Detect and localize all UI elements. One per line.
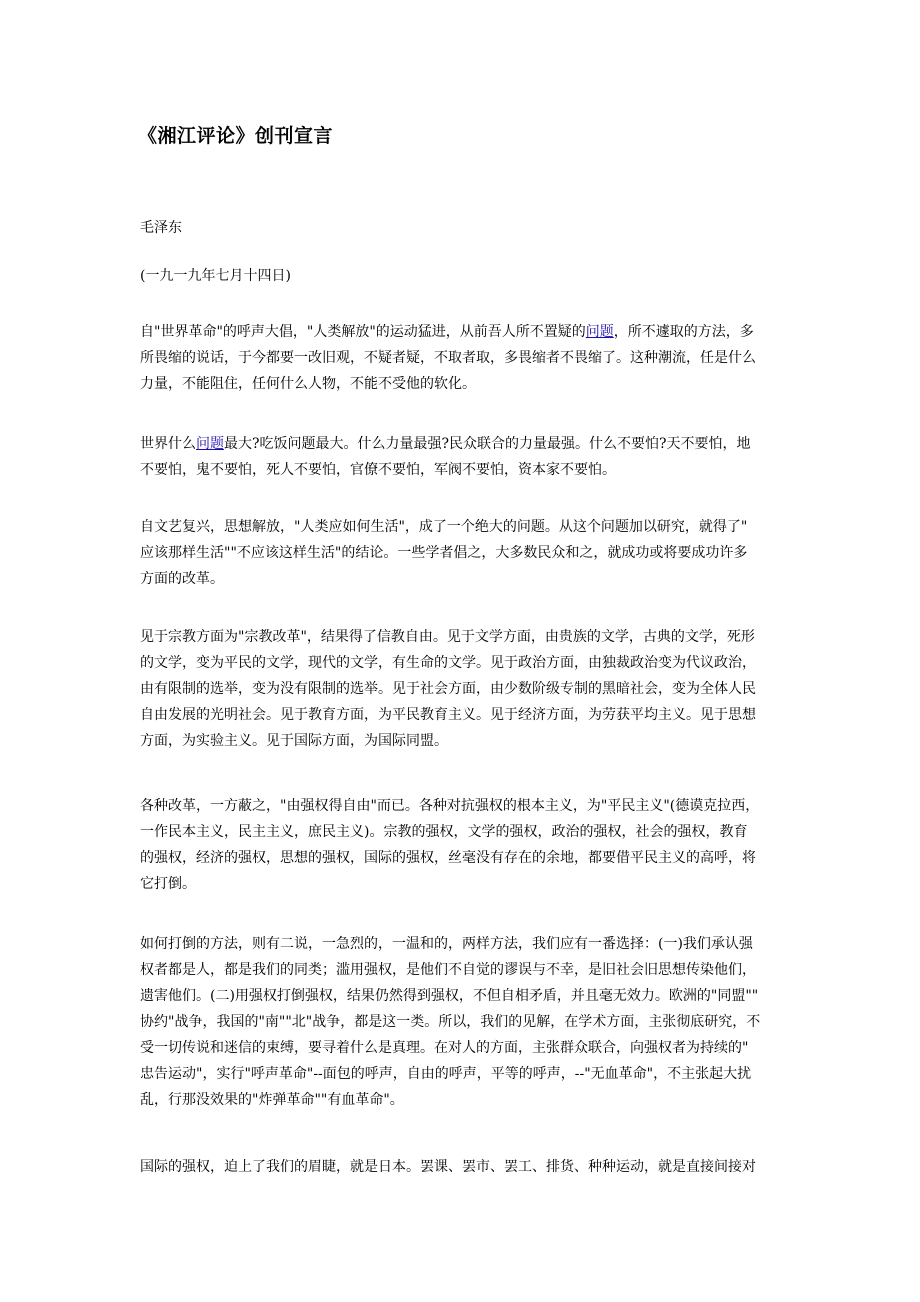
text-line: 由有限制的选举，变为没有限制的选举。见于社会方面，由少数阶级专制的黑暗社会，变为全体人民 [140,681,756,697]
text-line: 协约"战争，我国的"南""北"战争，都是这一类。所以，我们的见解，在学术方面，主张彻底研究，不 [140,1014,761,1030]
text-line: 权者都是人，都是我们的同类；滥用强权，是他们不自觉的谬误与不幸，是旧社会旧思想传染他们， [140,962,756,978]
text-line: 方面，为实验主义。见于国际方面，为国际同盟。 [140,733,448,749]
text-line: 力量，不能阻住，任何什么人物，不能不受他的软化。 [140,376,476,392]
paragraph-1 [140,319,782,397]
author-line: 毛泽东 [140,220,182,236]
paragraph-3 [140,514,782,592]
text-line: 见于宗教方面为"宗教改革"，结果得了信教自由。见于文学方面，由贵族的文学，古典的文学，死形 [140,629,755,645]
problem-link[interactable]: 问题 [585,324,614,340]
text-line: 一作民本主义，民主主义，庶民主义)。宗教的强权，文学的强权，政治的强权，社会的强权，教育 [140,824,748,840]
text-line: 的强权，经济的强权，思想的强权，国际的强权，丝毫没有存在的余地，都要借平民主义的高呼，将 [140,850,756,866]
text-line: 所畏缩的说话，于今都要一改旧观，不疑者疑，不取者取，多畏缩者不畏缩了。这种潮流，任是什么 [140,350,756,366]
text-line: 忠告运动"，实行"呼声革命"--面包的呼声，自由的呼声，平等的呼声，--"无血革命"，不主张起大扰 [140,1066,752,1082]
date-line: (一九一九年七月十四日) [140,268,291,284]
text-line: 自文艺复兴，思想解放，"人类应如何生活"，成了一个绝大的问题。从这个问题加以研究，就得了" [140,519,748,535]
text-line: 应该那样生活""不应该这样生活"的结论。一些学者倡之，大多数民众和之，就成功或将要成功许多 [140,545,748,561]
text-line: 世界什么问题最大?吃饭问题最大。什么力量最强?民众联合的力量最强。什么不要怕?天不要怕，地 [140,436,751,452]
paragraph-5 [140,793,782,897]
text-line: 方面的改革。 [140,571,224,587]
text-line: 的文学，变为平民的文学，现代的文学，有生命的文学。见于政治方面，由独裁政治变为代议政治， [140,655,756,671]
text-line: 不要怕，鬼不要怕，死人不要怕，官僚不要怕，军阀不要怕，资本家不要怕。 [140,462,616,478]
text-line: 它打倒。 [140,876,196,892]
text-line: 如何打倒的方法，则有二说，一急烈的，一温和的，两样方法，我们应有一番选择：(一)我们承认强 [140,936,753,952]
paragraph-4 [140,624,782,754]
paragraph-2 [140,431,782,483]
problem-link[interactable]: 问题 [196,436,224,452]
text-line: 遗害他们。(二)用强权打倒强权，结果仍然得到强权，不但自相矛盾，并且毫无效力。欧洲的"同盟"" [140,988,759,1004]
text-line: 自由发展的光明社会。见于教育方面，为平民教育主义。见于经济方面，为劳获平均主义。见于思想 [140,707,756,723]
text-line: 自"世界革命"的呼声大倡，"人类解放"的运动猛进，从前吾人所不置疑的问题，所不遽取的方法，多 [140,324,754,340]
text-line: 各种改革，一方蔽之，"由强权得自由"而已。各种对抗强权的根本主义，为"平民主义"(德谟克拉西， [140,798,760,814]
paragraph-6 [140,931,782,1113]
text-line: 受一切传说和迷信的束缚，要寻着什么是真理。在对人的方面，主张群众联合，向强权者为持续的" [140,1040,749,1056]
text-line: 乱，行那没效果的"炸弹革命""有血革命"。 [140,1092,404,1108]
text-line: 国际的强权，迫上了我们的眉睫，就是日本。罢课、罢市、罢工、排货、种种运动，就是直接间接对 [140,1159,756,1175]
paragraph-7 [140,1154,782,1180]
document-title: 《湘江评论》创刊宣言 [138,125,334,147]
